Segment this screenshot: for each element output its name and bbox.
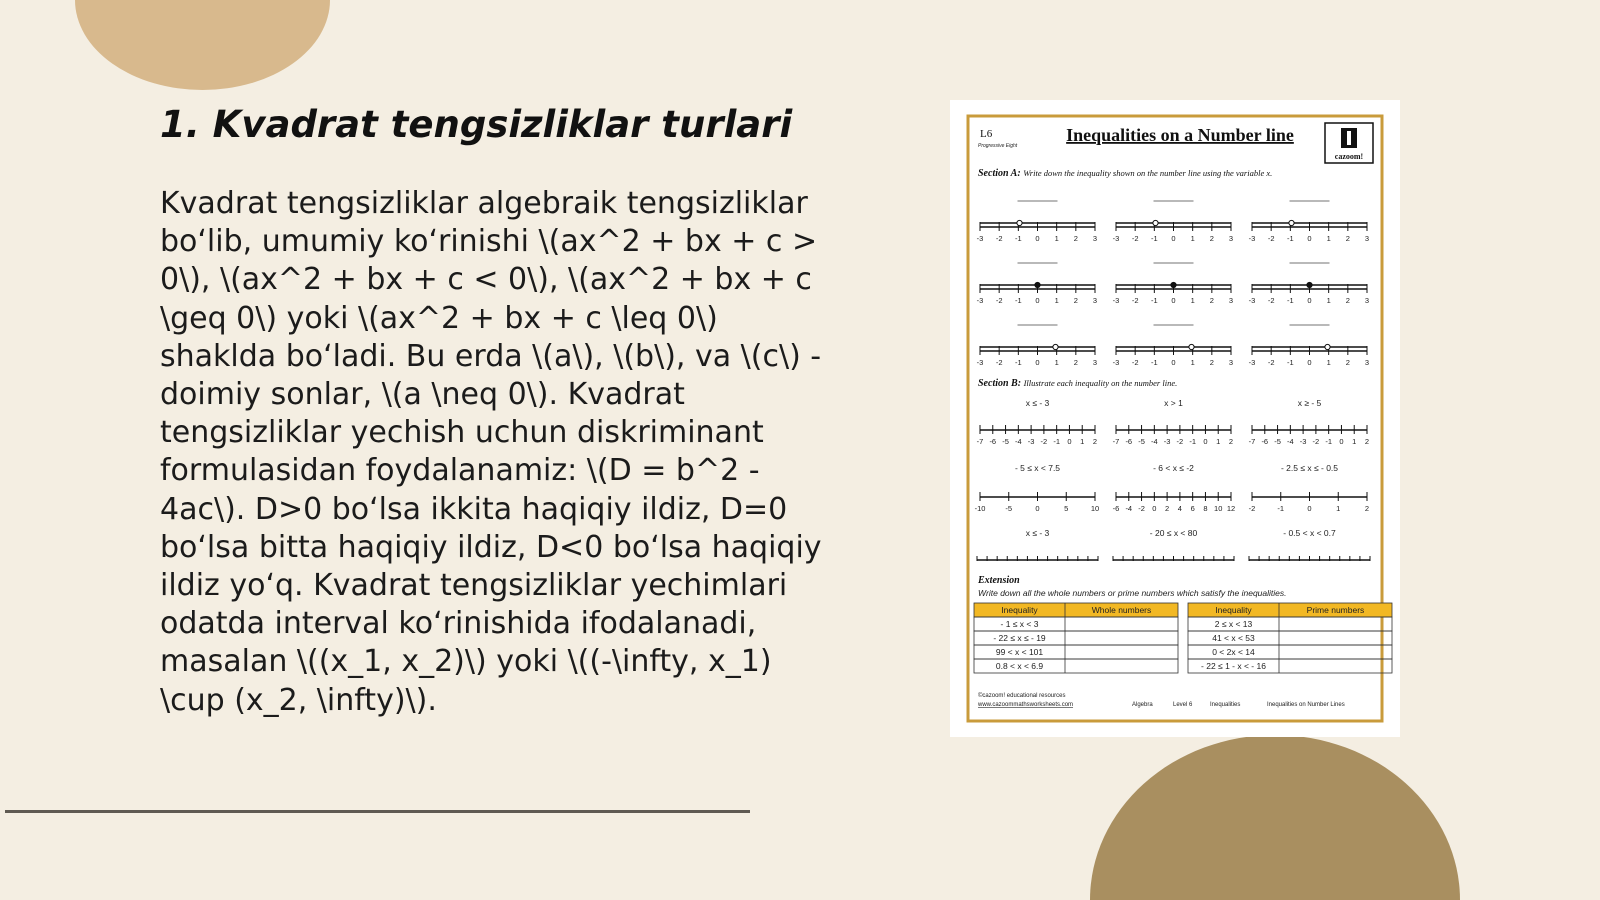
- number-line-tick-label: -7: [1112, 437, 1120, 446]
- number-line-tick-label: 2: [1073, 296, 1078, 305]
- number-line-tick-label: 1: [1326, 234, 1331, 243]
- extension-instruction: Write down all the whole numbers or prime numbers which satisfy the inequalities.: [978, 588, 1287, 598]
- number-line-tick-label: 1: [1054, 296, 1059, 305]
- number-line-tick-label: 0: [1035, 504, 1040, 513]
- table-cell: 0.8 < x < 6.9: [995, 661, 1044, 671]
- slide-body-text: Kvadrat tengsizliklar algebraik tengsizliklar bo‘lib, umumiy ko‘rinishi \(ax^2 + bx + c > 0\), \(ax^2 + bx + c < 0\), \(ax^2 + bx + c \geq 0\) yoki \(ax^2 + bx + c \leq 0\) shaklda bo‘ladi. Bu erda \(a\), \(b\), va \(c\) - doimiy sonlar, \(a \neq 0\). Kvadrat tengsizliklar yechish uchun diskriminant formulasidan foydalanamiz: \(D = b^2 - 4ac\). D>0 bo‘lsa ikkita haqiqiy ildiz, D=0 bo‘lsa bitta haqiqiy ildiz, D<0 bo‘lsa haqiqiy ildiz yo‘q. Kvadrat tengsizliklar yechimlari odatda interval ko‘rinishida ifodalanadi, masalan \((x_1, x_2)\) yoki \((-\infty, x_1) \cup (x_2, \infty)\).: [160, 186, 822, 718]
- inequality-to-illustrate: x ≥ - 5: [1297, 398, 1322, 408]
- number-line-tick-label: 2: [1209, 296, 1214, 305]
- number-line-tick-label: -6: [989, 437, 997, 446]
- worksheet-level: L6: [980, 128, 993, 140]
- number-line-tick-label: -3: [976, 358, 984, 367]
- number-line-tick-label: -10: [974, 504, 986, 513]
- number-line-tick-label: -1: [1053, 437, 1061, 446]
- inequality-to-illustrate: - 5 ≤ x < 7.5: [1014, 463, 1061, 473]
- table-cell: - 22 ≤ x ≤ - 19: [993, 633, 1046, 643]
- number-line-tick-label: 0: [1307, 504, 1312, 513]
- number-line-tick-label: -3: [1027, 437, 1035, 446]
- number-line-tick-label: -1: [1150, 234, 1158, 243]
- number-line-tick-label: -1: [1014, 234, 1022, 243]
- footer-tag: Inequalities on Number Lines: [1267, 702, 1345, 708]
- number-line-tick-label: 2: [1364, 437, 1370, 446]
- number-line-tick-label: 0: [1067, 437, 1072, 446]
- table-header-cell: Whole numbers: [1091, 605, 1152, 615]
- number-line-tick-label: 0: [1171, 234, 1176, 243]
- section-a-instruction: Write down the inequality shown on the number line using the variable x.: [1023, 168, 1273, 178]
- worksheet-graphic: [950, 100, 1400, 737]
- worksheet-level-sub: Progressive Eight: [978, 143, 1018, 149]
- number-line-tick-label: 2: [1209, 358, 1214, 367]
- number-line-tick-label: 3: [1092, 358, 1098, 367]
- number-line-tick-label: -3: [1299, 437, 1307, 446]
- number-line-tick-label: 1: [1336, 504, 1341, 513]
- number-line-tick-label: 3: [1092, 234, 1098, 243]
- table-cell: 41 < x < 53: [1212, 633, 1255, 643]
- inequality-to-illustrate: - 20 ≤ x < 80: [1149, 528, 1198, 538]
- number-line-tick-label: 1: [1216, 437, 1221, 446]
- worksheet-border: [968, 116, 1382, 721]
- inequality-endpoint: [1171, 282, 1176, 287]
- inequality-endpoint: [1289, 220, 1294, 225]
- number-line-tick-label: 3: [1364, 358, 1370, 367]
- decorative-circle-bottom: [1090, 735, 1460, 900]
- number-line-tick-label: 2: [1345, 234, 1350, 243]
- footer-tag: Algebra: [1132, 702, 1153, 708]
- number-line-tick-label: -2: [1131, 296, 1139, 305]
- inequality-endpoint: [1189, 344, 1194, 349]
- section-b-label: Section B:: [978, 378, 1022, 389]
- number-line-tick-label: -2: [1176, 437, 1184, 446]
- number-line-tick-label: -1: [1189, 437, 1197, 446]
- inequality-endpoint: [1153, 220, 1158, 225]
- number-line-tick-label: 0: [1171, 358, 1176, 367]
- number-line-tick-label: -2: [995, 358, 1003, 367]
- inequality-to-illustrate: x ≤ - 3: [1025, 398, 1050, 408]
- number-line-tick-label: -3: [976, 296, 984, 305]
- number-line-tick-label: -3: [976, 234, 984, 243]
- number-line-tick-label: -2: [1312, 437, 1320, 446]
- number-line-tick-label: -6: [1125, 437, 1133, 446]
- number-line-tick-label: -1: [1277, 504, 1285, 513]
- number-line-tick-label: -2: [1267, 358, 1275, 367]
- number-line-tick-label: 1: [1352, 437, 1357, 446]
- number-line-tick-label: -1: [1286, 234, 1294, 243]
- number-line-tick-label: -2: [995, 296, 1003, 305]
- slide-title: 1. Kvadrat tengsizliklar turlari: [160, 103, 793, 146]
- number-line-tick-label: 1: [1190, 234, 1195, 243]
- number-line-tick-label: 0: [1035, 296, 1040, 305]
- table-cell: 99 < x < 101: [995, 647, 1044, 657]
- table-cell: - 22 ≤ 1 - x < - 16: [1201, 661, 1266, 671]
- number-line-tick-label: -7: [976, 437, 984, 446]
- cazoom-logo-mark-inner: [1347, 131, 1351, 145]
- footer-credit: ©cazoom! educational resources: [978, 693, 1066, 699]
- number-line-tick-label: 2: [1364, 504, 1370, 513]
- number-line-tick-label: 0: [1203, 437, 1208, 446]
- worksheet-title: Inequalities on a Number line: [1066, 125, 1294, 145]
- number-line-tick-label: -2: [1040, 437, 1048, 446]
- number-line-tick-label: -2: [995, 234, 1003, 243]
- number-line-tick-label: -1: [1325, 437, 1333, 446]
- number-line-tick-label: 1: [1190, 358, 1195, 367]
- footer-url: www.cazoommathsworksheets.com: [978, 702, 1074, 708]
- number-line-tick-label: -1: [1150, 358, 1158, 367]
- number-line-tick-label: 2: [1073, 358, 1078, 367]
- number-line-tick-label: -2: [1131, 358, 1139, 367]
- number-line-tick-label: -1: [1286, 358, 1294, 367]
- extension-label: Extension: [978, 575, 1020, 586]
- table-cell: 0 < 2x < 14: [1212, 647, 1255, 657]
- number-line-tick-label: -3: [1248, 234, 1256, 243]
- number-line-tick-label: -1: [1014, 358, 1022, 367]
- number-line-tick-label: -7: [1248, 437, 1256, 446]
- number-line-tick-label: -5: [1005, 504, 1013, 513]
- number-line-tick-label: 3: [1228, 296, 1234, 305]
- number-line-tick-label: 2: [1092, 437, 1098, 446]
- number-line-tick-label: -4: [1125, 504, 1133, 513]
- horizontal-divider: [5, 810, 750, 813]
- number-line-tick-label: -5: [1274, 437, 1281, 446]
- number-line-tick-label: 2: [1073, 234, 1078, 243]
- number-line-tick-label: 0: [1339, 437, 1344, 446]
- footer-tag: Level 6: [1173, 702, 1193, 708]
- number-line-tick-label: 10: [1214, 504, 1223, 513]
- number-line-tick-label: 1: [1326, 296, 1331, 305]
- number-line-tick-label: 12: [1226, 504, 1236, 513]
- inequality-endpoint: [1307, 282, 1312, 287]
- number-line-tick-label: 0: [1307, 234, 1312, 243]
- number-line-tick-label: 2: [1165, 504, 1170, 513]
- worksheet-image: [950, 100, 1400, 737]
- number-line-tick-label: -2: [1267, 296, 1275, 305]
- number-line-tick-label: 2: [1228, 437, 1234, 446]
- table-cell: - 1 ≤ x < 3: [1000, 619, 1039, 629]
- number-line-tick-label: -2: [1138, 504, 1145, 513]
- table-header-cell: Inequality: [1215, 605, 1252, 615]
- number-line-tick-label: -4: [1014, 437, 1022, 446]
- number-line-tick-label: 6: [1190, 504, 1195, 513]
- number-line-tick-label: -1: [1150, 296, 1158, 305]
- inequality-to-illustrate: - 0.5 < x < 0.7: [1283, 528, 1336, 538]
- number-line-tick-label: 3: [1364, 296, 1370, 305]
- inequality-endpoint: [1325, 344, 1330, 349]
- section-a-text: [978, 168, 1272, 179]
- number-line-tick-label: 3: [1364, 234, 1370, 243]
- inequality-to-illustrate: - 6 < x ≤ -2: [1153, 463, 1194, 473]
- number-line-tick-label: 1: [1054, 234, 1059, 243]
- number-line-tick-label: 2: [1209, 234, 1214, 243]
- number-line-tick-label: 0: [1152, 504, 1157, 513]
- number-line-tick-label: 1: [1054, 358, 1059, 367]
- inequality-to-illustrate: x > 1: [1164, 398, 1183, 408]
- number-line-tick-label: -3: [1248, 358, 1256, 367]
- number-line-tick-label: 0: [1171, 296, 1176, 305]
- cazoom-logo-text: cazoom!: [1334, 152, 1364, 161]
- inequality-to-illustrate: x ≤ - 3: [1025, 528, 1050, 538]
- number-line-tick-label: 0: [1035, 234, 1040, 243]
- table-header-cell: Prime numbers: [1306, 605, 1365, 615]
- inequality-endpoint: [1035, 282, 1040, 287]
- inequality-endpoint: [1053, 344, 1058, 349]
- number-line-tick-label: 5: [1064, 504, 1069, 513]
- number-line-tick-label: 3: [1228, 358, 1234, 367]
- number-line-tick-label: -4: [1150, 437, 1158, 446]
- number-line-tick-label: -2: [1248, 504, 1256, 513]
- number-line-tick-label: -3: [1163, 437, 1171, 446]
- number-line-tick-label: -3: [1112, 234, 1120, 243]
- number-line-tick-label: 3: [1092, 296, 1098, 305]
- number-line-tick-label: -6: [1112, 504, 1120, 513]
- number-line-tick-label: 3: [1228, 234, 1234, 243]
- section-a-label: Section A:: [978, 168, 1021, 179]
- number-line-tick-label: 8: [1203, 504, 1208, 513]
- number-line-tick-label: 4: [1177, 504, 1182, 513]
- number-line-tick-label: -1: [1014, 296, 1022, 305]
- number-line-tick-label: -6: [1261, 437, 1269, 446]
- number-line-tick-label: -3: [1248, 296, 1256, 305]
- number-line-tick-label: 1: [1080, 437, 1085, 446]
- number-line-tick-label: 1: [1190, 296, 1195, 305]
- number-line-tick-label: 1: [1326, 358, 1331, 367]
- number-line-tick-label: -2: [1131, 234, 1139, 243]
- inequality-endpoint: [1017, 220, 1022, 225]
- number-line-tick-label: 0: [1035, 358, 1040, 367]
- number-line-tick-label: -2: [1267, 234, 1275, 243]
- decorative-circle-top: [75, 0, 330, 90]
- section-b-text: [978, 378, 1177, 389]
- number-line-tick-label: 10: [1090, 504, 1100, 513]
- number-line-tick-label: 0: [1307, 358, 1312, 367]
- number-line-tick-label: -5: [1138, 437, 1145, 446]
- table-cell: 2 ≤ x < 13: [1214, 619, 1253, 629]
- number-line-tick-label: -5: [1002, 437, 1009, 446]
- number-line-tick-label: 0: [1307, 296, 1312, 305]
- number-line-tick-label: -3: [1112, 358, 1120, 367]
- table-header-cell: Inequality: [1001, 605, 1038, 615]
- number-line-tick-label: -4: [1286, 437, 1294, 446]
- number-line-tick-label: -1: [1286, 296, 1294, 305]
- number-line-tick-label: 2: [1345, 358, 1350, 367]
- section-b-instruction: Illustrate each inequality on the number line.: [1023, 378, 1178, 388]
- number-line-tick-label: 2: [1345, 296, 1350, 305]
- footer-tag: Inequalities: [1210, 702, 1241, 708]
- number-line-tick-label: -3: [1112, 296, 1120, 305]
- inequality-to-illustrate: - 2.5 ≤ x ≤ - 0.5: [1280, 463, 1339, 473]
